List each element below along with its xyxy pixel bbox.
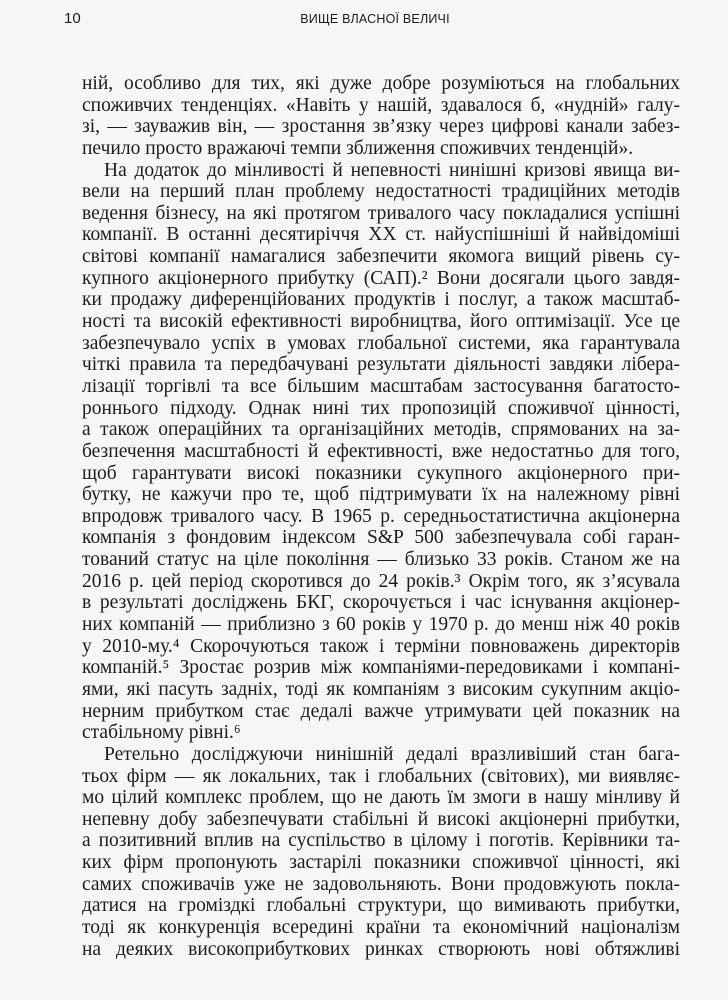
text-line: у 2010-му.⁴ Скорочуються також і терміни повноважень директорів	[82, 635, 680, 657]
text-line: непевну добу забезпечувати стабільні й високі акціонерні прибутки,	[82, 808, 680, 830]
text-line: тьох фірм — як локальних, так і глобальних (світових), ми виявляє-	[82, 765, 680, 787]
text-line: компанія з фондовим індексом S&P 500 забезпечувала собі гаран-	[82, 527, 680, 549]
text-line: ких фірм пропонують застарілі показники споживчої цінності, які	[82, 852, 680, 874]
text-line: роннього підходу. Однак нині тих пропозицій споживчої цінності,	[82, 397, 680, 419]
text-line: стабільному рівні.⁶	[82, 722, 241, 744]
text-line: вели на перший план проблему недостатності традиційних методів	[82, 181, 680, 203]
text-line: безпечення масштабності й ефективності, вже недостатньо для того,	[82, 440, 680, 462]
text-line: ведення бізнесу, на які протягом тривалого часу покладалися успішні	[82, 202, 680, 224]
running-title: ВИЩЕ ВЛАСНОЇ ВЕЛИЧІ	[300, 12, 450, 26]
text-line: ями, які пасуть задніх, тоді як компаніям з високим сукупним акціо-	[82, 678, 680, 700]
paragraph	[82, 744, 680, 960]
paragraph	[82, 73, 680, 160]
text-line: купного акціонерного прибутку (САП).² Вони досягали цього завдя-	[82, 267, 680, 289]
text-line: датися на громіздкі глобальні структури, що вимивають прибутки,	[82, 895, 680, 917]
text-line: світові компанії намагалися забезпечити якомога вищий рівень су-	[82, 246, 680, 268]
page-number: 10	[64, 10, 81, 27]
text-line: тований статус на ціле покоління — близько 33 років. Станом же на	[82, 549, 680, 571]
text-line: ки продажу диференційованих продуктів і послуг, а також масштаб-	[82, 289, 680, 311]
text-line: споживчих тенденціях. «Навіть у нашій, здавалося б, «нудній» галу-	[82, 94, 680, 116]
text-line: мо цілий комплекс проблем, що не дають їм змоги в нашу мінливу й	[82, 787, 680, 809]
text-line: ності та високій ефективності виробництва, його оптимізації. Усе це	[82, 311, 680, 333]
text-line: забезпечувало успіх в умовах глобальної системи, яка гарантувала	[82, 332, 680, 354]
text-line: компанії. В останні десятиріччя XX ст. найуспішніші й найвідоміші	[82, 224, 680, 246]
text-line: щоб гарантувати високі показники сукупного акціонерного при-	[82, 462, 680, 484]
text-line: тоді як конкуренція всередині країни та економічний націоналізм	[82, 916, 680, 938]
text-line: На додаток до мінливості й непевності нинішні кризові явища ви-	[104, 159, 680, 181]
text-line: в результаті досліджень БКГ, скорочується і час існування акціонер-	[82, 592, 680, 614]
body-text	[82, 73, 680, 960]
text-line: компаній.⁵ Зростає розрив між компаніями-передовиками і компані-	[82, 657, 680, 679]
text-line: лізації торгівлі та все більшим масштабам застосування багатосто-	[82, 375, 680, 397]
text-line: бутку, не кажучи про те, щоб підтримувати їх на належному рівні	[82, 484, 680, 506]
text-line: чіткі правила та передбачувані результати діяльності завдяки лібера-	[82, 354, 680, 376]
text-line: впродовж тривалого часу. В 1965 р. середньостатистична акціонерна	[82, 505, 680, 527]
text-line: печило просто вражаючі темпи зближення споживчих тенденцій».	[82, 137, 634, 159]
text-line: на деяких високоприбуткових ринках створюють нові обтяжливі	[82, 938, 680, 960]
paragraph	[82, 160, 680, 744]
text-line: а позитивний вплив на суспільство в цілому і поготів. Керівники та-	[82, 830, 680, 852]
text-line: них компаній — приблизно з 60 років у 1970 р. до менш ніж 40 років	[82, 614, 680, 636]
text-line: Ретельно досліджуючи нинішній дедалі вразливіший стан бага-	[104, 743, 680, 765]
text-line: ній, особливо для тих, які дуже добре розуміються на глобальних	[82, 73, 680, 94]
text-line: 2016 р. цей період скоротився до 24 років.³ Окрім того, як з’ясувала	[82, 570, 680, 592]
text-line: а також операційних та організаційних методів, спрямованих на за-	[82, 419, 680, 441]
page-header	[0, 8, 728, 32]
text-line: зі, — зауважив він, — зростання зв’язку через цифрові канали забез-	[82, 116, 680, 138]
text-line: самих споживачів уже не задовольняють. Вони продовжують покла-	[82, 873, 680, 895]
text-line: нерним прибутком стає дедалі важче утримувати цей показник на	[82, 700, 680, 722]
